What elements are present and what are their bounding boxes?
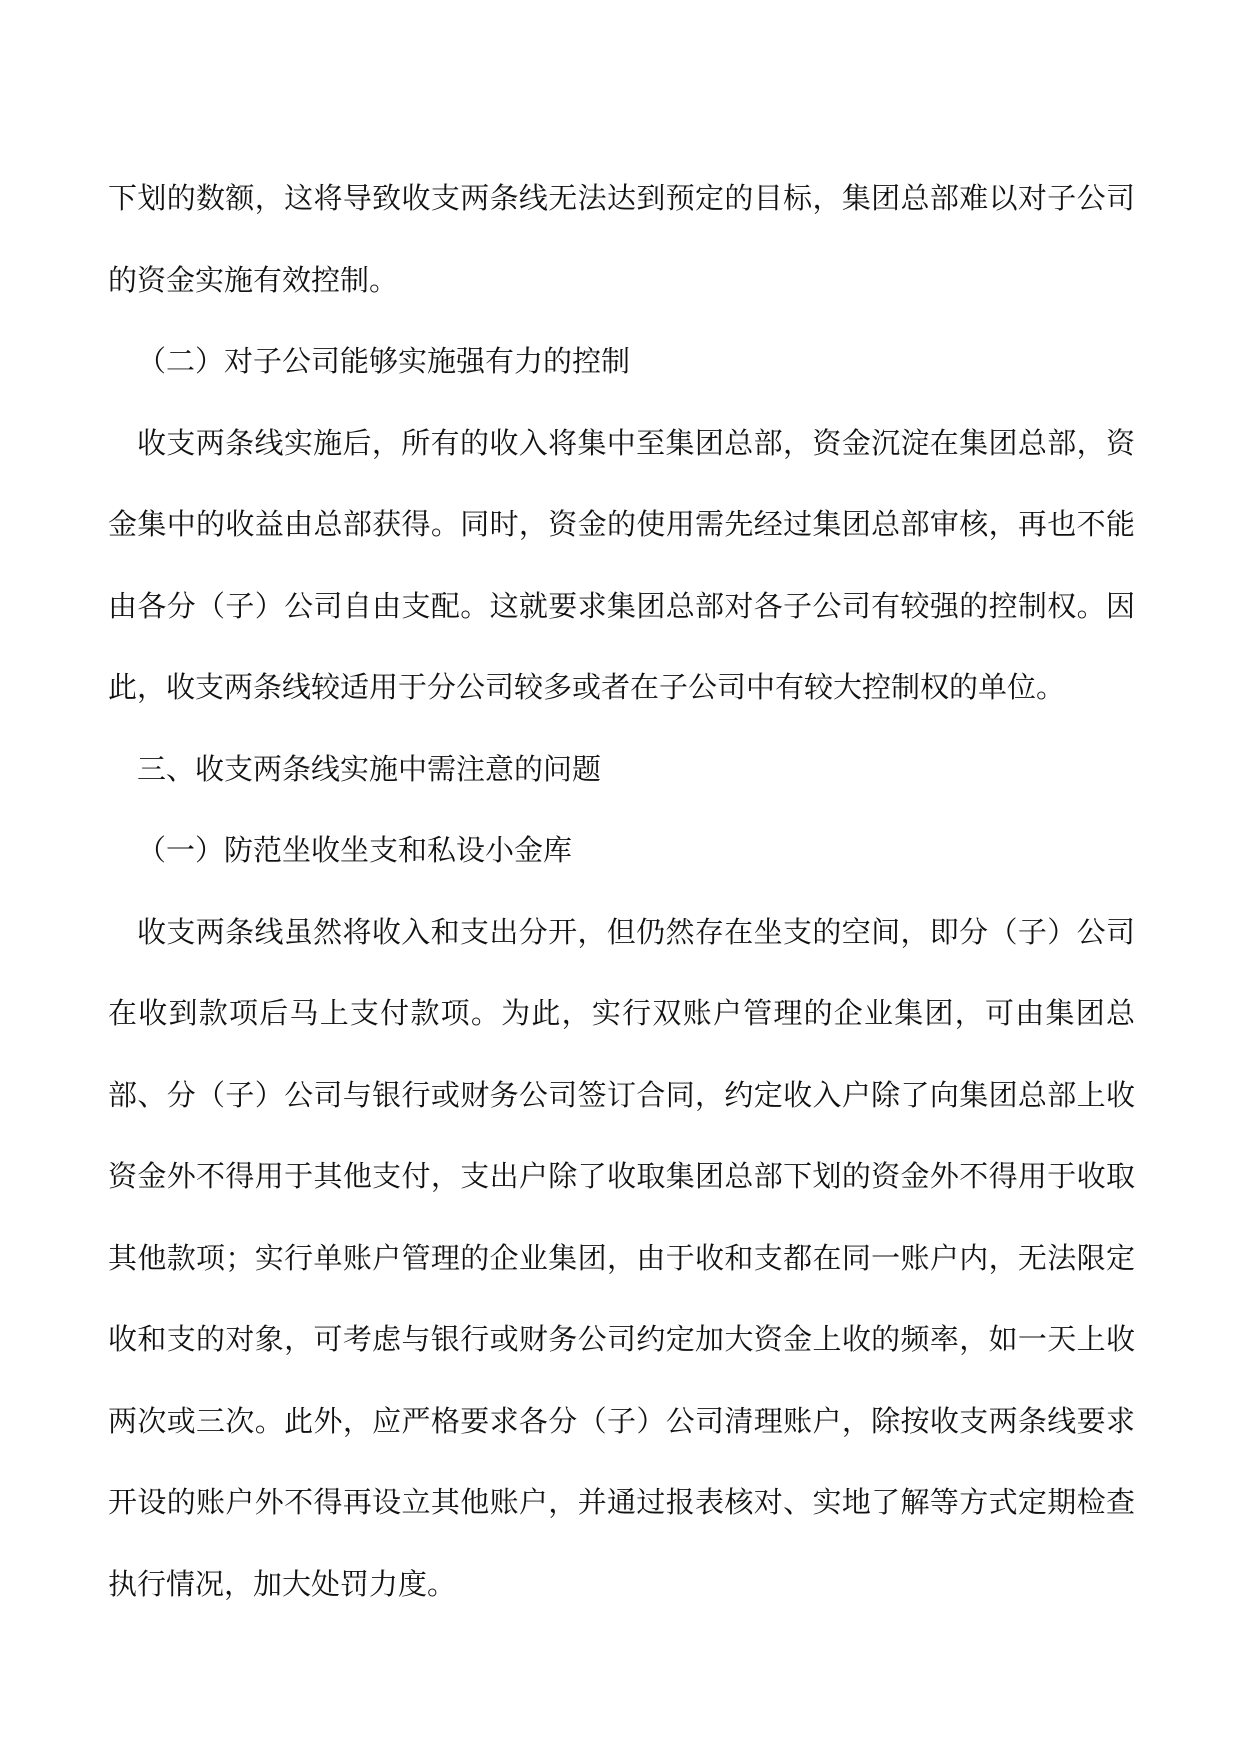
chapter-heading-3: 三、收支两条线实施中需注意的问题: [137, 751, 602, 786]
section-heading-2: （二）对子公司能够实施强有力的控制: [137, 344, 631, 378]
paragraph-prevention: 收支两条线虽然将收入和支出分开，但仍然存在坐支的空间，即分（子）公司在收到款项后马上支付款项。为此，实行双账户管理的企业集团，可由集团总部、分（子）公司与银行或财务公司签订合同，约定收入户除了向集团总部上收资金外不得用于其他支付，支出户除了收取集团总部下划的资金外不得用于收取其他款项；实行单账户管理的企业集团，由于收和支都在同一账户内，无法限定收和支的对象，可考虑与银行或财务公司约定加大资金上收的频率，如一天上收两次或三次。此外，应严格要求各分（子）公司清理账户，除按收支两条线要求开设的账户外不得再设立其他账户，并通过报表核对、实地了解等方式定期检查执行情况，加大处罚力度。: [108, 914, 1135, 1601]
section-heading-3-1: （一）防范坐收坐支和私设小金库: [137, 833, 573, 867]
paragraph-continuation: 下划的数额，这将导致收支两条线无法达到预定的目标，集团总部难以对子公司的资金实施有效控制。: [108, 181, 1135, 297]
paragraph-control: 收支两条线实施后，所有的收入将集中至集团总部，资金沉淀在集团总部，资金集中的收益由总部获得。同时，资金的使用需先经过集团总部审核，再也不能由各分（子）公司自由支配。这就要求集团总部对各子公司有较强的控制权。因此，收支两条线较适用于分公司较多或者在子公司中有较大控制权的单位。: [108, 425, 1135, 704]
document-body: [108, 158, 1135, 1625]
